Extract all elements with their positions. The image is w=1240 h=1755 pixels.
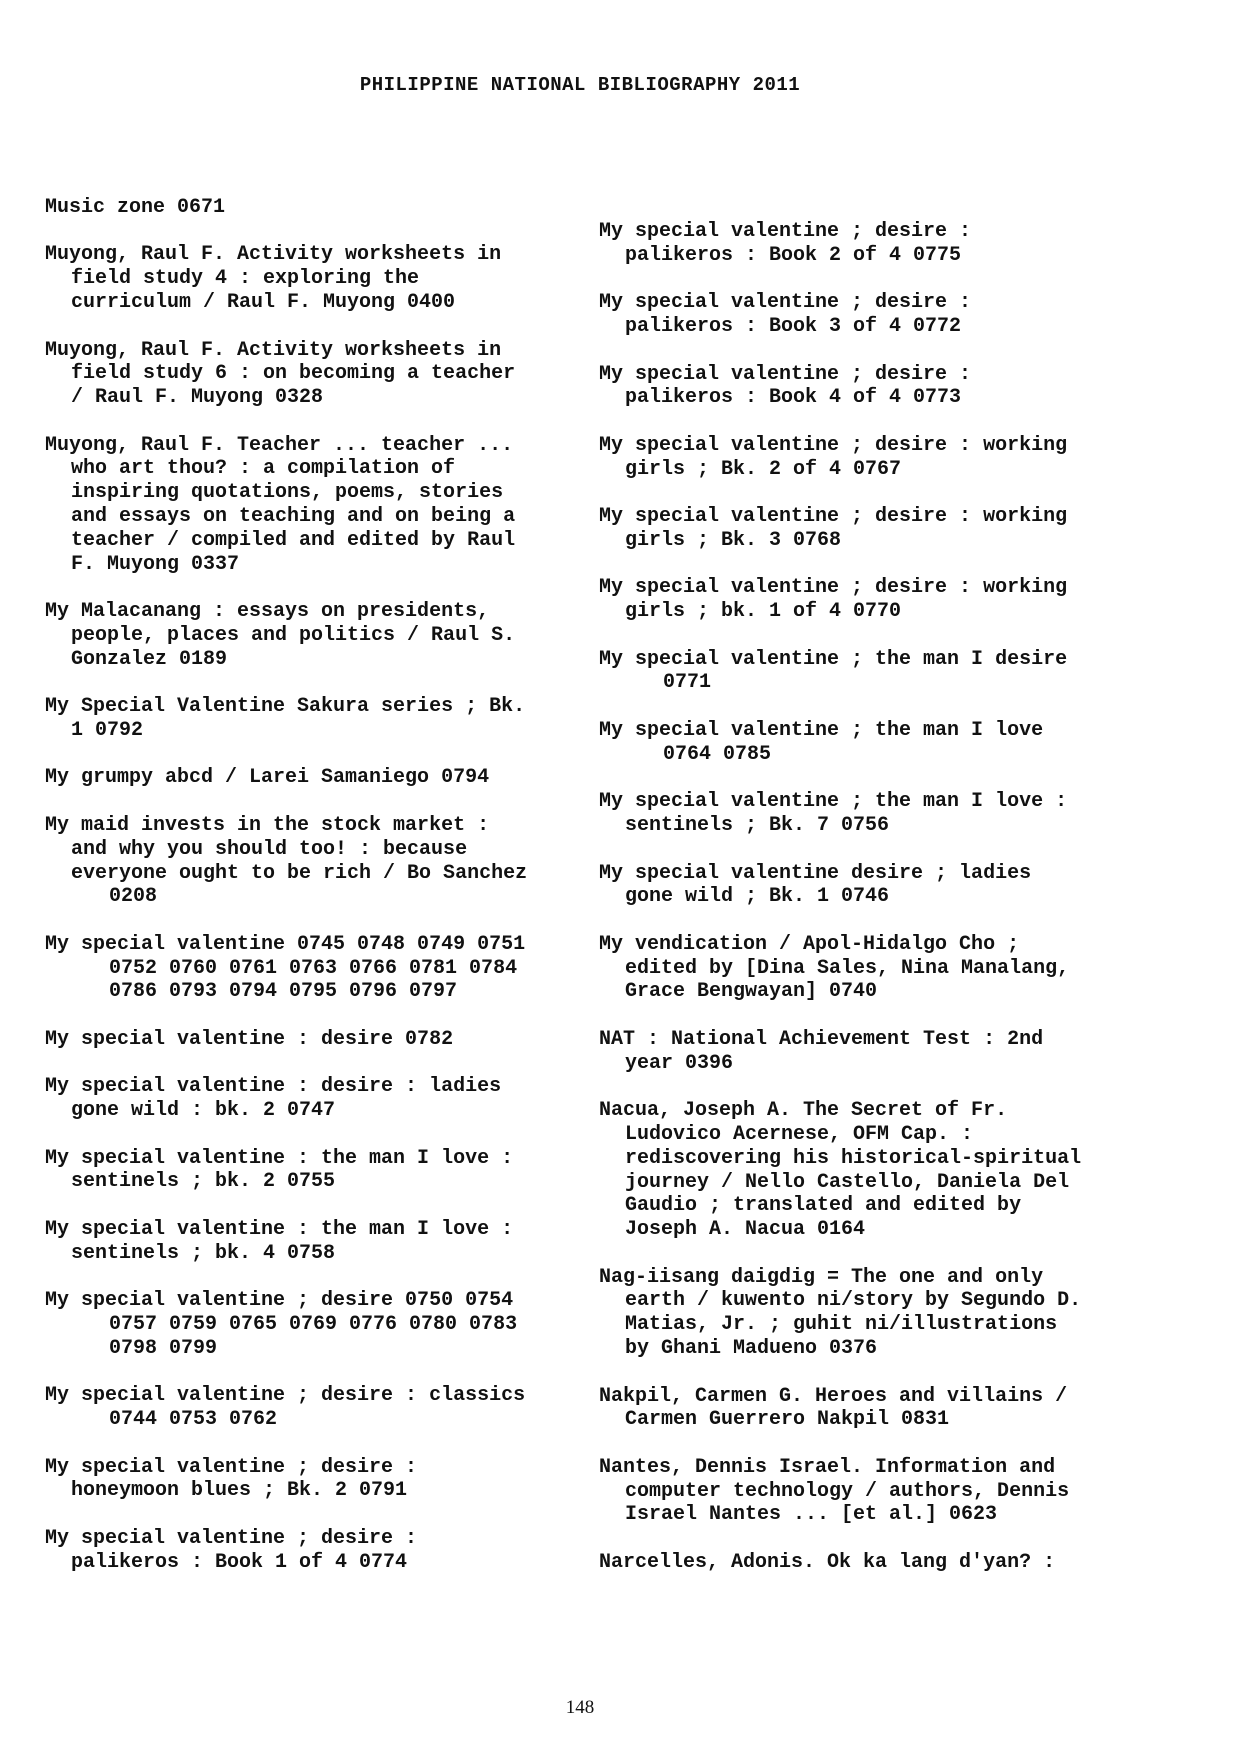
bibliography-entry [45,1028,565,1052]
entry-text: Muyong, Raul F. Activity worksheets in field study 6 : on becoming a teacher / Raul F. Muyong 0328 [45,338,516,410]
bibliography-entry [599,1099,1159,1242]
entry-text: My special valentine ; desire : working girls ; Bk. 3 0768 [599,505,1068,552]
entry-text: My special valentine : desire : ladies gone wild : bk. 2 0747 [45,1075,502,1123]
entry-text: My special valentine ; the man I desire [599,647,1068,671]
entry-continuation: 0757 0759 0765 0769 0776 0780 0783 0798 0799 [109,1313,518,1360]
left-column [45,196,565,1598]
bibliography-entry [45,1527,565,1575]
entry-text: My special valentine ; desire : palikeros : Book 3 of 4 0772 [599,291,972,339]
bibliography-entry [599,790,1159,838]
bibliography-entry [599,648,1159,696]
entry-text: My Special Valentine Sakura series ; Bk. 1 0792 [45,695,526,742]
entry-text: My special valentine ; desire : palikeros : Book 1 of 4 0774 [45,1526,418,1574]
bibliography-entry [45,933,565,1004]
bibliography-entry [599,434,1159,482]
entry-text: My special valentine ; desire : palikeros : Book 2 of 4 0775 [599,220,972,267]
bibliography-entry [45,600,565,671]
entry-text: Nacua, Joseph A. The Secret of Fr. Ludovico Acernese, OFM Cap. : rediscovering his historical-spiritual journey / Nello Castello, Daniela Del Gaudio ; translated and edited by Joseph A. Nacua 0164 [599,1099,1082,1242]
bibliography-entry [599,576,1159,624]
entry-text: My special valentine : the man I love : sentinels ; bk. 2 0755 [45,1146,514,1194]
entry-continuation: 0744 0753 0762 [109,1408,278,1432]
bibliography-entry [45,1289,565,1360]
entry-text: My special valentine ; the man I love : sentinels ; Bk. 7 0756 [599,790,1068,838]
entry-text: Nantes, Dennis Israel. Information and computer technology / authors, Dennis Israel Nantes ... [et al.] 0623 [599,1455,1070,1527]
entry-text: My special valentine : the man I love : sentinels ; bk. 4 0758 [45,1217,514,1265]
entry-text: My Malacanang : essays on presidents, people, places and politics / Raul S. Gonzalez 0189 [45,600,516,671]
entry-continuation: 0752 0760 0761 0763 0766 0781 0784 0786 0793 0794 0795 0796 0797 [109,956,518,1004]
entry-text: My special valentine 0745 0748 0749 0751 [45,932,526,956]
bibliography-entry [45,339,565,410]
entry-text: My special valentine ; the man I love [599,718,1044,742]
entry-continuation: 0771 [663,671,712,695]
bibliography-entry [599,505,1159,553]
entry-text: Muyong, Raul F. Teacher ... teacher ... who art thou? : a compilation of inspiring quotations, poems, stories and essays on teaching and on being a teacher / compiled and edited by Raul F. Muyong 0337 [45,433,516,576]
entry-text: My grumpy abcd / Larei Samaniego 0794 [45,766,490,790]
right-column [599,220,1159,1598]
bibliography-entry [599,719,1159,767]
bibliography-entry [599,1266,1159,1361]
bibliography-entry [45,1218,565,1266]
entry-text: My special valentine ; desire : honeymoon blues ; Bk. 2 0791 [45,1455,418,1503]
entry-text: My special valentine ; desire : classics [45,1384,526,1408]
entry-text: Muyong, Raul F. Activity worksheets in field study 4 : exploring the curriculum / Raul F. Muyong 0400 [45,243,502,315]
bibliography-entry [599,862,1159,910]
bibliography-entry [599,291,1159,339]
bibliography-entry [599,933,1159,1004]
entry-text: My special valentine ; desire : working girls ; Bk. 2 of 4 0767 [599,433,1068,481]
entry-text: Nag-iisang daigdig = The one and only earth / kuwento ni/story by Segundo D. Matias, Jr. ; guhit ni/illustrations by Ghani Madueno 0376 [599,1265,1082,1361]
entry-text: Music zone 0671 [45,196,226,219]
bibliography-entry [45,695,565,743]
entry-text: My special valentine desire ; ladies gone wild ; Bk. 1 0746 [599,861,1032,909]
bibliography-entry [45,434,565,577]
entry-continuation: 0764 0785 [663,742,772,766]
entry-text: My vendication / Apol-Hidalgo Cho ; edited by [Dina Sales, Nina Manalang, Grace Bengwayan] 0740 [599,932,1070,1004]
bibliography-entry [599,1456,1159,1527]
bibliography-entry [45,1147,565,1195]
bibliography-entry [599,363,1159,411]
entry-text: Nakpil, Carmen G. Heroes and villains / Carmen Guerrero Nakpil 0831 [599,1384,1068,1432]
entry-text: My special valentine : desire 0782 [45,1027,454,1051]
entry-text: My special valentine ; desire : working girls ; bk. 1 of 4 0770 [599,576,1068,624]
entry-continuation: 0208 [109,885,158,909]
entry-text: Narcelles, Adonis. Ok ka lang d'yan? : [599,1550,1056,1574]
bibliography-entry [45,1384,565,1432]
bibliography-entry [45,814,565,909]
bibliography-entry [45,766,565,790]
page-number: 148 [565,1697,595,1718]
bibliography-entry [599,1385,1159,1433]
bibliography-entry [599,220,1159,268]
page-header: PHILIPPINE NATIONAL BIBLIOGRAPHY 2011 [359,74,801,96]
bibliography-entry [45,1075,565,1123]
bibliography-entry [599,1028,1159,1076]
bibliography-entry [45,243,565,314]
bibliography-entry [45,196,565,220]
entry-text: NAT : National Achievement Test : 2nd year 0396 [599,1027,1044,1075]
entry-text: My special valentine ; desire : palikeros : Book 4 of 4 0773 [599,362,972,410]
bibliography-entry [45,1456,565,1504]
bibliography-entry [599,1551,1159,1575]
entry-text: My maid invests in the stock market : and why you should too! : because everyone ought to be rich / Bo Sanchez [45,813,528,885]
entry-text: My special valentine ; desire 0750 0754 [45,1289,514,1313]
